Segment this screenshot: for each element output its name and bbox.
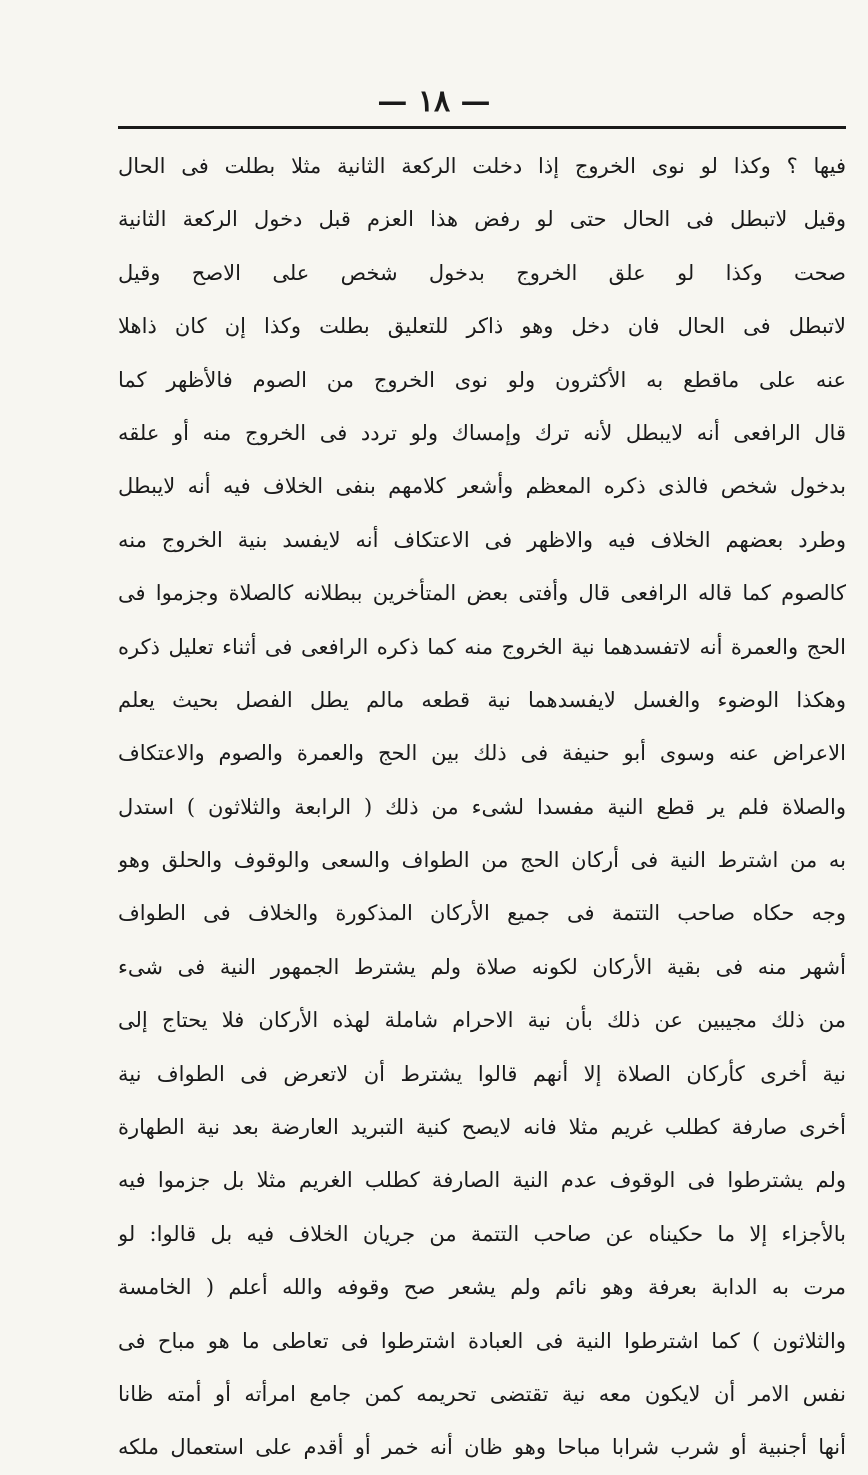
text-line: أخرى صارفة كطلب غريم مثلا فانه لايصح كنية التبريد العارضة بعد نية الطهارة — [118, 1115, 846, 1140]
text-line: بالأجزاء إلا ما حكيناه عن صاحب التتمة من جريان الخلاف فيه بل قالوا: لو — [118, 1221, 846, 1246]
text-line: فيها ؟ وكذا لو نوى الخروج إذا دخلت الركعة الثانية مثلا بطلت فى الحال — [118, 154, 846, 178]
text-line: وقيل لاتبطل فى الحال حتى لو رفض هذا العزم قبل دخول الركعة الثانية — [118, 207, 846, 232]
page-number: — ١٨ — — [377, 84, 491, 119]
body-text — [118, 140, 846, 1475]
text-line: لاتبطل فى الحال فان دخل وهو ذاكر للتعليق بطلت وكذا إن كان ذاهلا — [118, 314, 846, 339]
text-line: بدخول شخص فالذى ذكره المعظم وأشعر كلامهم بنفى الخلاف فيه أنه لايبطل — [118, 474, 846, 499]
text-line: وجه حكاه صاحب التتمة فى جميع الأركان المذكورة والخلاف فى الطواف — [118, 901, 846, 926]
text-line: صحت وكذا لو علق الخروج بدخول شخص على الاصح وقيل — [118, 260, 846, 285]
text-line: أنها أجنبية أو شرب شرابا مباحا وهو ظان أنه خمر أو أقدم على استعمال ملكه — [118, 1435, 846, 1460]
text-line: وهكذا الوضوء والغسل لايفسدهما نية قطعه مالم يطل الفصل بحيث يعلم — [118, 687, 846, 712]
text-line: الحج والعمرة أنه لاتفسدهما نية الخروج منه كما ذكره الرافعى فى أثناء تعليل ذكره — [118, 634, 846, 659]
header-rule — [118, 126, 846, 129]
text-line: ولم يشترطوا فى الوقوف عدم النية الصارفة كطلب الغريم مثلا بل جزموا فيه — [118, 1168, 846, 1193]
text-line: قال الرافعى أنه لايبطل لأنه ترك وإمساك ولو تردد فى الخروج منه أو علقه — [118, 420, 846, 445]
text-line: من ذلك مجيبين عن ذلك بأن نية الاحرام شاملة لهذه الأركان فلا يحتاج إلى — [118, 1008, 846, 1033]
text-line: الاعراض عنه وسوى أبو حنيفة فى ذلك بين الحج والعمرة والصوم والاعتكاف — [118, 741, 846, 766]
text-line: كالصوم كما قاله الرافعى قال وأفتى بعض المتأخرين ببطلانه كالصلاة وجزموا فى — [118, 581, 846, 606]
text-line: عنه على ماقطع به الأكثرون ولو نوى الخروج من الصوم فالأظهر كما — [118, 367, 846, 392]
text-line: نية أخرى كأركان الصلاة إلا أنهم قالوا يشترط أن لاتعرض فى الطواف نية — [118, 1061, 846, 1086]
text-line: والصلاة فلم ير قطع النية مفسدا لشىء من ذلك ( الرابعة والثلاثون ) استدل — [118, 794, 846, 819]
text-line: والثلاثون ) كما اشترطوا النية فى العبادة اشترطوا فى تعاطى ما هو مباح فى — [118, 1328, 846, 1353]
text-line: أشهر منه فى بقية الأركان لكونه صلاة ولم يشترط الجمهور النية فى شىء — [118, 954, 846, 979]
text-line: وطرد بعضهم الخلاف فيه والاظهر فى الاعتكاف أنه لايفسد بنية الخروج منه — [118, 527, 846, 552]
text-line: مرت به الدابة بعرفة وهو نائم ولم يشعر صح وقوفه والله أعلم ( الخامسة — [118, 1275, 846, 1300]
text-line: به من اشترط النية فى أركان الحج من الطواف والسعى والوقوف والحلق وهو — [118, 848, 846, 873]
text-line: نفس الامر أن لايكون معه نية تقتضى تحريمه كمن جامع امرأته أو أمته ظانا — [118, 1381, 846, 1406]
